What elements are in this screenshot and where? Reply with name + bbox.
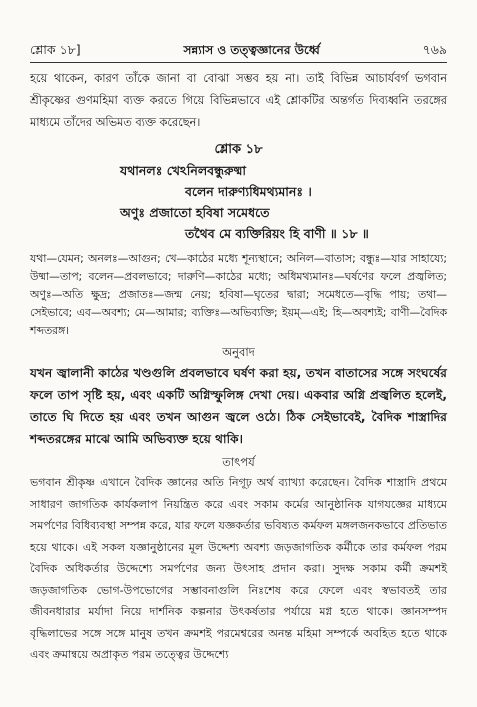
verse-heading: শ্লোক ১৮ — [214, 142, 263, 157]
page-number: ৭৬৯ — [422, 42, 447, 57]
header-rule — [30, 62, 447, 63]
verse-line-3: অণুঃ প্রজাতো হবিষা সমেধতে — [120, 205, 270, 220]
intro-paragraph: হয়ে থাকেন, কারণ তাঁকে জানা বা বোঝা সম্ভব হয় না। তাই বিভিন্ন আচার্যবর্গ ভগবান শ্রীকৃষ্ণের গুণমহিমা ব্যক্ত করতে গিয়ে বিভিন্নভাবে এই শ্লোকটির অন্তর্গত দিব্যধ্বনি তরঙ্গের মাধ্যমে তাঁদের অভিমত ব্যক্ত করেছেন। — [30, 72, 447, 129]
chapter-title: সন্ন্যাস ও তত্ত্বজ্ঞানের উর্ধ্বে — [183, 43, 320, 57]
translation-paragraph: যখন জ্বালানী কাঠের খণ্ডগুলি প্রবলভাবে ঘর্ষণ করা হয়, তখন বাতাসের সঙ্গে সংঘর্ষের ফলে তাপ সৃষ্টি হয়, এবং একটি অগ্নিস্ফুলিঙ্গ দেখা দেয়। একবার অগ্নি প্রজ্বলিত হলেই, তাতে ঘি দিতে হয় এবং তখন আগুন জ্বলে ওঠে। ঠিক সেইভাবেই, বৈদিক শাস্ত্রাদির শব্দতরঙ্গের মাঝে আমি অভিব্যক্ত হয়ে থাকি। — [30, 366, 447, 446]
verse-reference: শ্লোক ১৮] — [30, 42, 81, 57]
running-header — [30, 42, 447, 60]
verse-line-4: তথৈব মে ব্যক্তিরিয়ং হি বাণী ॥ ১৮ ॥ — [185, 226, 369, 241]
purport-heading: তাৎপর্য — [222, 455, 255, 469]
purport-paragraph: ভগবান শ্রীকৃষ্ণ এখানে বৈদিক জ্ঞানের অতি নিগূঢ় অর্থ ব্যাখ্যা করেছেন। বৈদিক শাস্ত্রাদি প্রথমে সাধারণ জাগতিক কার্যকলাপ নিয়ন্ত্রিত করে এবং সকাম কর্মের আনুষ্ঠানিক যাগযজ্ঞের মাধ্যমে সমর্পণের বিধিব্যবস্থা সম্পন্ন করে, যার ফলে যজ্ঞকর্তার ভবিষ্যত কর্মফল মঙ্গলজনকভাবে প্রতিভাত হয়ে থাকে। এই সকল যজ্ঞানুষ্ঠানের মূল উদ্দেশ্য অবশ্য জড়জাগতিক কর্মীকে তার কর্মফল পরম বৈদিক অধিকর্তার উদ্দেশ্যে সমর্পণের জন্য উৎসাহ প্রদান করা। সুদক্ষ সকাম কর্মী ক্রমশই জড়জাগতিক ভোগ-উপভোগের সম্ভাবনাগুলি নিঃশেষ করে ফেলে এবং স্বভাবতই তার জীবনধারার মর্যাদা নিয়ে দার্শনিক কল্পনার উৎকর্ষতার পর্যায়ে মগ্ন হতে থাকে। জ্ঞানসম্পদ বৃদ্ধিলাভের সঙ্গে সঙ্গে মানুষ তখন ক্রমশই পরমেশ্বরের অনন্ত মহিমা সম্পর্কে অবহিত হতে থাকে এবং ক্রমান্বয়ে অপ্রাকৃত পরম তত্ত্বের উদ্দেশ্যে — [30, 476, 447, 661]
translation-heading: অনুবাদ — [222, 345, 255, 359]
verse-line-2: বলেন দারুণ্যধিমথ্যমানঃ । — [185, 184, 312, 199]
page-body — [30, 68, 447, 666]
verse-line-1: যথানলঃ খেঽনিলবন্ধুরুষ্মা — [120, 163, 247, 178]
synonyms-paragraph: যথা—যেমন; অনলঃ—আগুন; খে—কাঠের মধ্যে শূন্যস্থানে; অনিল—বাতাস; বন্ধুঃ—যার সাহায্যে; উষ্মা—তাপ; বলেন—প্রবলভাবে; দারুণি—কাঠের মধ্যে; অধিমথ্যমানঃ—ঘর্ষণের ফলে প্রজ্বলিত; অণুঃ—অতি ক্ষুদ্র; প্রজাতঃ—জন্ম নেয়; হবিষা—ঘৃতের দ্বারা; সমেধতে—বৃদ্ধি পায়; তথা—সেইভাবে; এব—অবশ্য; মে—আমার; ব্যক্তিঃ—অভিব্যক্তি; ইয়ম্—এই; হি—অবশ্যই; বাণী—বৈদিক শব্দতরঙ্গ। — [30, 252, 447, 337]
